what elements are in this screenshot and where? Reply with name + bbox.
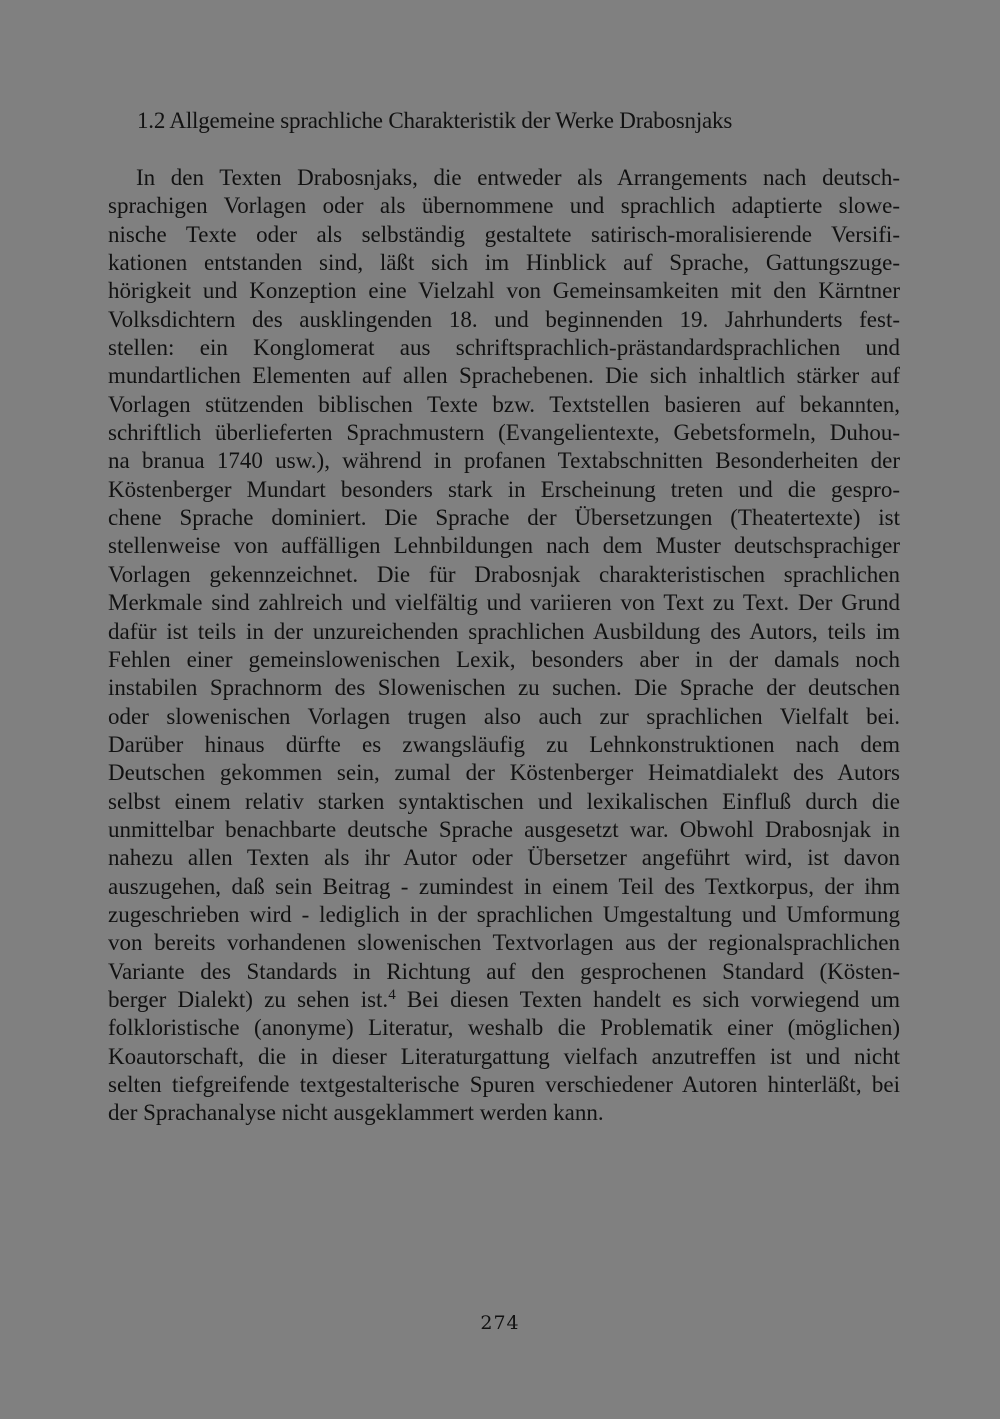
text-line: stellen: ein Konglomerat aus schriftsprachlich-prästandardsprachlichen und	[108, 335, 900, 361]
text-line-with-footnote	[108, 986, 900, 1014]
text-line: zugeschrieben wird - lediglich in der sprachlichen Umgestaltung und Umformung	[108, 901, 900, 927]
text-line: Köstenberger Mundart besonders stark in Erscheinung treten und die gespro-	[108, 476, 900, 502]
text-line: folkloristische (anonyme) Literatur, weshalb die Problematik einer (möglichen)	[108, 1015, 900, 1041]
text-line: kationen entstanden sind, läßt sich im Hinblick auf Sprache, Gattungszuge-	[108, 250, 900, 276]
text-line: oder slowenischen Vorlagen trugen also auch zur sprachlichen Vielfalt bei.	[108, 703, 900, 729]
text-line: In den Texten Drabosnjaks, die entweder als Arrangements nach deutsch-	[136, 165, 900, 190]
text-line: der Sprachanalyse nicht ausgeklammert werden kann.	[108, 1100, 604, 1126]
text-line: Deutschen gekommen sein, zumal der Köstenberger Heimatdialekt des Autors	[108, 760, 900, 786]
text-line: Volksdichtern des ausklingenden 18. und beginnenden 19. Jahrhunderts fest-	[108, 306, 900, 332]
text-line: sprachigen Vorlagen oder als übernommene und sprachlich adaptierte slowe-	[108, 193, 900, 219]
text-line: mundartlichen Elementen auf allen Sprachebenen. Die sich inhaltlich stärker auf	[108, 363, 900, 389]
text-segment: Bei diesen Texten handelt es sich vorwiegend um	[395, 986, 900, 1012]
text-line: instabilen Sprachnorm des Slowenischen zu suchen. Die Sprache der deutschen	[108, 675, 900, 701]
text-line: na branua 1740 usw.), während in profanen Textabschnitten Besonderheiten der	[108, 448, 900, 474]
text-line: Merkmale sind zahlreich und vielfältig und variieren von Text zu Text. Der Grund	[108, 590, 900, 616]
text-line: Variante des Standards in Richtung auf den gesprochenen Standard (Kösten-	[108, 958, 900, 984]
footnote-marker[interactable]: 4	[388, 986, 396, 1003]
text-line: auszugehen, daß sein Beitrag - zumindest in einem Teil des Textkorpus, der ihm	[108, 873, 900, 899]
text-line: selten tiefgreifende textgestalterische Spuren verschiedener Autoren hinterläßt, bei	[108, 1072, 900, 1097]
page-number: 274	[480, 1312, 520, 1334]
text-line: Vorlagen gekennzeichnet. Die für Drabosnjak charakteristischen sprachlichen	[108, 561, 900, 587]
text-line: von bereits vorhandenen slowenischen Textvorlagen aus der regionalsprachlichen	[108, 930, 900, 956]
section-heading: 1.2 Allgemeine sprachliche Charakteristik der Werke Drabosnjaks	[137, 108, 733, 133]
text-line: unmittelbar benachbarte deutsche Sprache ausgesetzt war. Obwohl Drabosnjak in	[108, 816, 900, 842]
text-line: chene Sprache dominiert. Die Sprache der Übersetzungen (Theatertexte) ist	[108, 505, 900, 531]
text-line: nahezu allen Texten als ihr Autor oder Übersetzer angeführt wird, ist davon	[108, 845, 900, 871]
text-line: Koautorschaft, die in dieser Literaturgattung vielfach anzutreffen ist und nicht	[108, 1043, 900, 1069]
text-line: Darüber hinaus dürfte es zwangsläufig zu Lehnkonstruktionen nach dem	[108, 731, 900, 757]
text-line: Vorlagen stützenden biblischen Texte bzw. Textstellen basieren auf bekannten,	[108, 391, 900, 417]
body-paragraph	[108, 164, 900, 1128]
text-line: nische Texte oder als selbständig gestaltete satirisch-moralisierende Versifi-	[108, 221, 900, 247]
text-segment: berger Dialekt) zu sehen ist.	[108, 986, 389, 1012]
text-line: stellenweise von auffälligen Lehnbildungen nach dem Muster deutschsprachiger	[108, 533, 900, 559]
text-line: hörigkeit und Konzeption eine Vielzahl von Gemeinsamkeiten mit den Kärntner	[108, 278, 900, 304]
text-line: Fehlen einer gemeinslowenischen Lexik, besonders aber in der damals noch	[108, 646, 900, 672]
text-line: schriftlich überlieferten Sprachmustern (Evangelientexte, Gebetsformeln, Duhou-	[108, 420, 900, 446]
text-line: selbst einem relativ starken syntaktischen und lexikalischen Einfluß durch die	[108, 788, 900, 814]
text-line: dafür ist teils in der unzureichenden sprachlichen Ausbildung des Autors, teils im	[108, 618, 900, 644]
